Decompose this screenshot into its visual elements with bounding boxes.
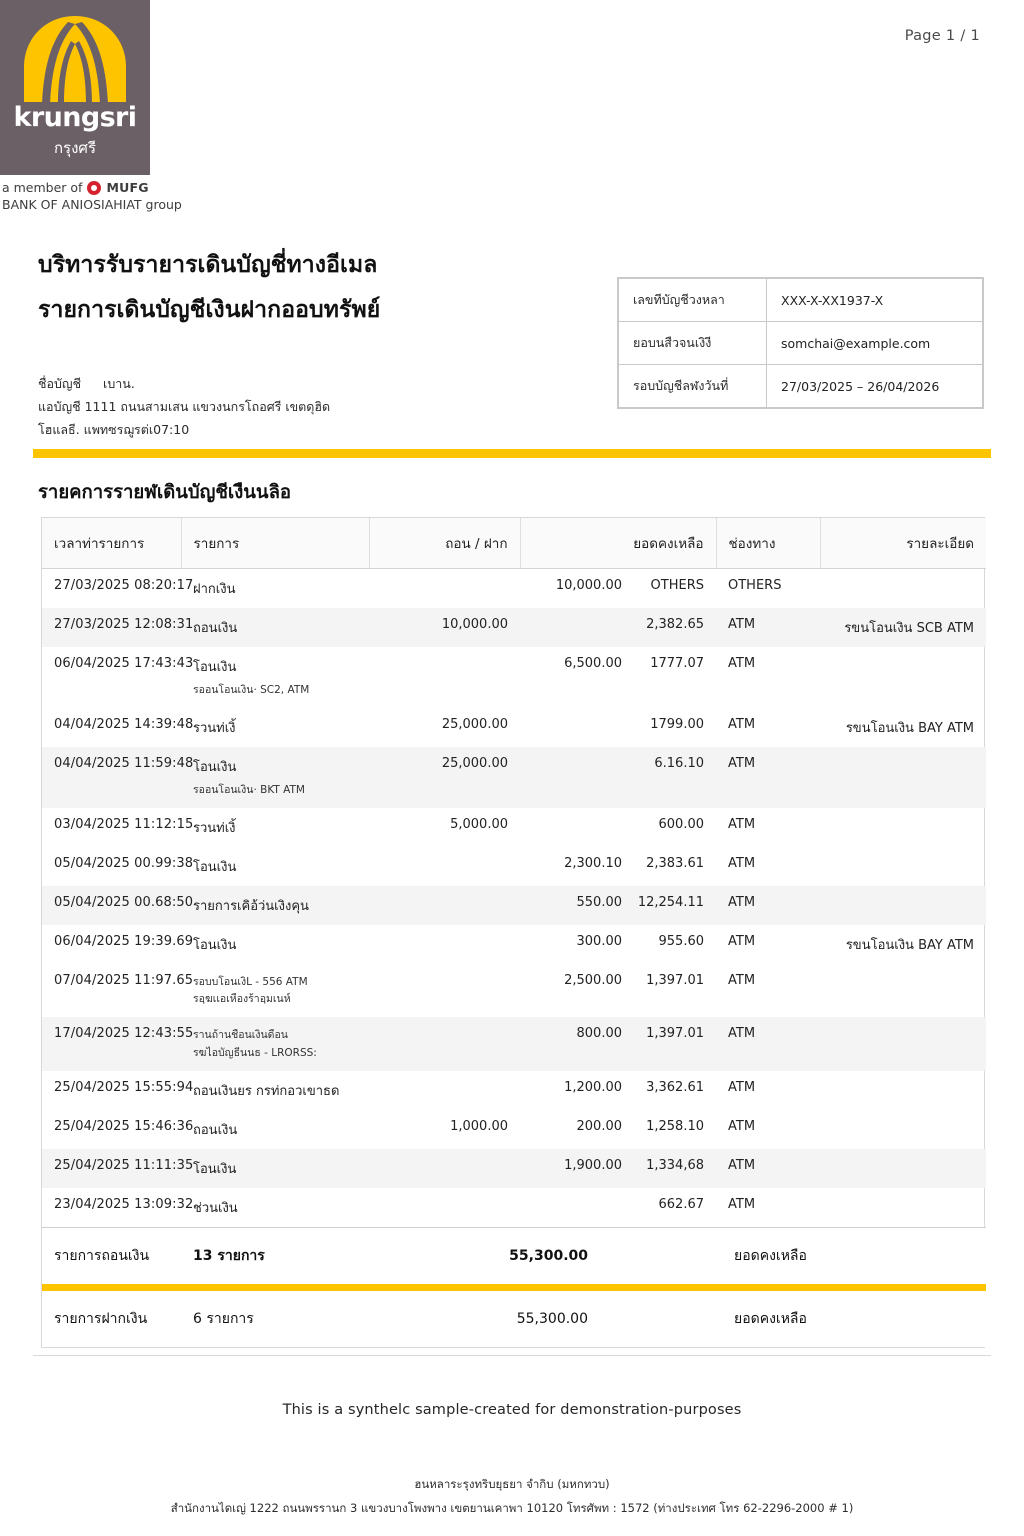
description-sub: รอฺฆเเอเหืองร้าอฺมเนห์ — [193, 993, 291, 1006]
cell-balance-group — [520, 608, 716, 647]
krungsri-wordmark: krungsri — [13, 102, 137, 133]
description-main: โอนเงิน — [193, 660, 237, 675]
cell-time: 17/04/2025 12:43:55 — [42, 1017, 181, 1071]
summary-yellow-bar — [42, 1284, 986, 1291]
description-main: โอนเงิน — [193, 759, 237, 775]
mufg-member-line — [2, 180, 149, 195]
account-info-row — [619, 279, 983, 322]
krungsri-logo-card — [0, 0, 150, 175]
cell-balance-group — [520, 1188, 716, 1228]
cell-withdraw-amount: 10,000.00 — [369, 608, 520, 647]
table-row — [42, 608, 986, 647]
account-holder-name-label: ชื่อบัญชี — [38, 376, 82, 391]
cell-description — [181, 1188, 369, 1228]
cell-channel: OTHERS — [728, 578, 782, 593]
cell-time: 27/03/2025 08:20:17 — [54, 578, 194, 593]
account-holder-block — [38, 372, 330, 441]
cell-balance-group — [520, 647, 716, 708]
cell-balance: OTHERS — [650, 578, 704, 593]
cell-withdraw-amount — [369, 925, 520, 964]
cell-balance: 955.60 — [658, 933, 704, 949]
account-number-label: เลขทีบัญชีวงหลา — [619, 279, 767, 322]
cell-channel: ATM — [716, 747, 820, 808]
table-header-row — [42, 518, 986, 569]
description-main: ถอนเงินยร กรท่กอวเขาธด — [193, 1083, 340, 1099]
summary-row-deposits — [42, 1291, 986, 1347]
cell-detail — [820, 847, 986, 886]
cell-withdraw-amount — [369, 1071, 520, 1110]
cell-description — [181, 964, 369, 1018]
footer-bank-name: ฮนหลาระรุงทริบยุธยา จำกิบ (มหกทวบ) — [414, 1477, 610, 1491]
cell-deposit-amount: 1,900.00 — [564, 1157, 622, 1173]
cell-channel: ATM — [716, 1017, 820, 1071]
transactions-table — [42, 518, 986, 1347]
table-row — [42, 1188, 986, 1228]
cell-channel: ATM — [728, 656, 756, 671]
description-sub: รานถ้านชือนเงินดือน — [193, 1029, 288, 1041]
summary-total: 55,300.00 — [369, 1227, 716, 1284]
transactions-table-body — [42, 569, 986, 1228]
cell-balance-group — [520, 1149, 716, 1188]
cell-channel: ATM — [716, 608, 820, 647]
account-holder-extra: โฮแลธี. แพทซรฌูรต่เ07:10 — [38, 422, 190, 438]
footer-divider — [33, 1355, 991, 1356]
description-sub: รอบบโอนเงิL - 556 ATM — [193, 975, 308, 988]
cell-channel: ATM — [728, 1118, 756, 1134]
table-row — [42, 747, 986, 808]
col-header-balance: ยอดคงเหลือ — [520, 518, 716, 569]
cell-detail: รขนโอนเงิน SCB ATM — [820, 608, 986, 647]
cell-balance: 2,382.65 — [646, 617, 704, 632]
email-value: somchai@example.com — [767, 322, 983, 365]
cell-deposit-amount: 200.00 — [576, 1118, 622, 1134]
section-title: รายคการรายฬเดินบัญชีเงืนนลิอ — [38, 482, 292, 503]
col-header-amount: ถอน / ฝาก — [369, 518, 520, 569]
cell-balance-group — [520, 569, 716, 609]
cell-detail — [820, 1110, 986, 1149]
cell-withdraw-amount: 1,000.00 — [450, 1118, 508, 1134]
summary-label: รายการถอนเงิน — [42, 1227, 181, 1284]
cell-balance: 2,383.61 — [646, 855, 704, 871]
cell-description — [181, 1017, 369, 1071]
table-row — [42, 886, 986, 925]
cell-channel: ATM — [716, 886, 820, 925]
cell-balance: 1,334,68 — [646, 1157, 704, 1173]
summary-balance-label: ยอดคงเหลือ — [716, 1227, 986, 1284]
cell-deposit-amount: 800.00 — [576, 1026, 622, 1041]
cell-time: 04/04/2025 14:39:48 — [54, 716, 194, 732]
table-row — [42, 569, 986, 609]
cell-time: 06/04/2025 17:43:43 — [54, 656, 194, 671]
cell-time: 25/04/2025 15:55:94 — [54, 1079, 194, 1095]
cell-description — [181, 1149, 369, 1188]
cell-description — [181, 1071, 369, 1110]
cell-description — [181, 708, 369, 747]
cell-deposit-amount: 300.00 — [576, 933, 622, 949]
brand-logo-block — [0, 0, 182, 212]
mufg-brand-label: MUFG — [106, 180, 149, 195]
description-main: ถอนเงิน — [193, 621, 238, 636]
cell-deposit-amount: 6,500.00 — [564, 656, 622, 671]
cell-deposit-amount: 550.00 — [576, 894, 622, 910]
description-main: ช่วนเงิน — [193, 1200, 238, 1216]
cell-balance: 1777.07 — [650, 656, 704, 671]
cell-withdraw-amount: 25,000.00 — [369, 747, 520, 808]
description-main: โอนเงิน — [193, 937, 237, 953]
cell-time: 05/04/2025 00.99:38 — [54, 855, 194, 871]
description-main: ฝากเงิน — [193, 582, 236, 597]
cell-description — [181, 647, 369, 708]
account-info-table — [618, 278, 983, 408]
cell-detail: รขนโอนเงิน BAY ATM — [845, 720, 974, 736]
cell-balance: 3,362.61 — [646, 1079, 704, 1095]
cell-balance: 12,254.11 — [637, 894, 704, 910]
summary-row-withdrawals — [42, 1227, 986, 1284]
member-of-label: a member of — [2, 180, 83, 195]
table-row — [42, 925, 986, 964]
cell-detail — [820, 647, 986, 708]
cell-time: 27/03/2025 12:08:31 — [42, 608, 181, 647]
account-holder-name-row — [38, 372, 330, 395]
cell-channel: ATM — [728, 716, 756, 732]
transactions-table-foot — [42, 1227, 986, 1347]
page-number: Page 1 / 1 — [904, 28, 980, 44]
page-subtitle: รายการเดินบัญชีเงินฝากออบทรัพย์ — [38, 297, 381, 323]
cell-balance: 600.00 — [658, 816, 704, 832]
cell-time: 05/04/2025 00.68:50 — [42, 886, 181, 925]
cell-withdraw-amount — [369, 847, 520, 886]
cell-description — [181, 608, 369, 647]
cell-description — [181, 569, 369, 609]
krungsri-mark-icon — [20, 14, 130, 104]
description-sub: รฆไอบัญธีนนธ - LRORSS: — [193, 1046, 317, 1059]
table-row — [42, 1071, 986, 1110]
cell-balance: 6.16.10 — [654, 755, 704, 771]
description-main: รายการเคิอ้ว่นเงิงคุน — [193, 898, 309, 914]
summary-balance-label: ยอดคงเหลือ — [716, 1291, 986, 1347]
cell-balance-group — [520, 1071, 716, 1110]
table-row — [42, 647, 986, 708]
summary-total: 55,300.00 — [369, 1291, 716, 1347]
krungsri-wordmark-thai: กรุงศรี — [53, 139, 97, 157]
cell-withdraw-amount — [369, 964, 520, 1018]
cell-description — [181, 747, 369, 808]
description-sub: รออนโอนเงิน· SC2, ATM — [193, 684, 310, 696]
cell-detail — [820, 747, 986, 808]
description-main: โอนเงิน — [193, 859, 237, 875]
cell-description — [181, 1110, 369, 1149]
table-row — [42, 808, 986, 847]
cell-balance-group — [520, 708, 716, 747]
cell-balance-group — [520, 1110, 716, 1149]
table-row — [42, 1149, 986, 1188]
cell-balance-group — [520, 847, 716, 886]
cell-description — [181, 925, 369, 964]
footer-address: สำนักงานไดเญ่ 1222 ถนนพรรานก 3 แขวงบางโพงพาง เขตยานเคาพา 10120 โทรศัพท : 1572 (ท่างประเทศ โทร 62-2296-2000 # 1) — [170, 1501, 854, 1515]
cell-withdraw-amount — [369, 1017, 520, 1071]
summary-count: 6 รายการ — [181, 1291, 369, 1347]
description-main: รวนท่เงิ้ — [193, 820, 236, 836]
col-header-channel: ช่องทาง — [716, 518, 820, 569]
cell-withdraw-amount — [369, 1149, 520, 1188]
cell-balance-group — [520, 925, 716, 964]
cell-balance-group — [520, 747, 716, 808]
cell-balance-group — [520, 886, 716, 925]
cell-time: 07/04/2025 11:97.65 — [54, 972, 194, 988]
cell-balance-group — [520, 808, 716, 847]
cell-channel: ATM — [728, 816, 756, 832]
account-info-body — [619, 279, 983, 408]
cell-balance: 662.67 — [658, 1196, 704, 1212]
cell-time: 25/04/2025 11:11:35 — [42, 1149, 181, 1188]
cell-detail — [820, 886, 986, 925]
cell-withdraw-amount — [369, 886, 520, 925]
cell-time: 04/04/2025 11:59:48 — [42, 747, 181, 808]
cell-balance-group — [520, 1017, 716, 1071]
account-info-row — [619, 322, 983, 365]
mufg-group-line: BANK OF ANIOSIAHIAT group — [2, 197, 182, 212]
cell-deposit-amount: 2,500.00 — [564, 972, 622, 988]
cell-detail — [820, 808, 986, 847]
cell-balance: 1799.00 — [650, 716, 704, 732]
cell-description — [181, 847, 369, 886]
cell-detail: รขนโอนเงิน BAY ATM — [845, 937, 974, 953]
mufg-dot-icon — [87, 181, 101, 195]
cell-withdraw-amount: 25,000.00 — [441, 716, 508, 732]
period-label: รอบบัญชีลฬงวันที่ — [619, 365, 767, 408]
account-holder-name-value: เบาน. — [103, 376, 135, 391]
cell-withdraw-amount — [369, 1188, 520, 1228]
account-holder-address: แอบัญชี 1111 ถนนสามเสน แขวงนกรโถอศรี เขตดุฮิด — [38, 399, 331, 415]
cell-detail — [820, 964, 986, 1018]
summary-yellow-divider — [42, 1284, 986, 1291]
cell-detail — [820, 569, 986, 609]
page-title: บริทารรับรายารเดินบัญชี่ทางอีเมล — [38, 252, 378, 278]
cell-channel: ATM — [728, 1196, 756, 1212]
cell-time: 23/04/2025 13:09:32 — [54, 1196, 194, 1212]
cell-deposit-amount: 10,000.00 — [555, 578, 622, 593]
cell-balance-group — [520, 964, 716, 1018]
cell-balance: 1,397.01 — [646, 972, 704, 988]
table-row — [42, 708, 986, 747]
table-row — [42, 1110, 986, 1149]
table-row — [42, 964, 986, 1018]
cell-deposit-amount: 2,300.10 — [564, 855, 622, 871]
description-main: ถอนเงิน — [193, 1122, 238, 1138]
cell-channel: ATM — [716, 1149, 820, 1188]
cell-channel: ATM — [728, 1079, 756, 1095]
table-row — [42, 1017, 986, 1071]
summary-label: รายการฝากเงิน — [42, 1291, 181, 1347]
cell-detail — [820, 1188, 986, 1228]
col-header-description: รายการ — [181, 518, 369, 569]
transactions-table-head — [42, 518, 986, 569]
account-info-box — [617, 277, 984, 409]
summary-count: 13 รายการ — [181, 1227, 369, 1284]
cell-withdraw-amount — [369, 647, 520, 708]
cell-detail — [820, 1071, 986, 1110]
cell-time: 06/04/2025 19:39.69 — [54, 933, 194, 949]
cell-balance: 1,258.10 — [646, 1118, 704, 1134]
cell-channel: ATM — [728, 933, 756, 949]
cell-withdraw-amount — [369, 569, 520, 609]
cell-channel: ATM — [728, 855, 756, 871]
cell-withdraw-amount: 5,000.00 — [450, 816, 508, 832]
col-header-time: เวลาท่ารายการ — [42, 518, 181, 569]
col-header-detail: รายละเอียด — [820, 518, 986, 569]
table-row — [42, 847, 986, 886]
cell-detail — [820, 1017, 986, 1071]
cell-deposit-amount: 1,200.00 — [564, 1079, 622, 1095]
footer-disclaimer: This is a synthelc sample-created for demonstration-purposes — [282, 1402, 742, 1418]
yellow-divider — [33, 449, 991, 458]
cell-balance: 1,397.01 — [646, 1026, 704, 1041]
cell-detail — [820, 1149, 986, 1188]
description-main: โอนเงิน — [193, 1161, 237, 1177]
cell-channel: ATM — [728, 972, 756, 988]
cell-description — [181, 886, 369, 925]
description-sub: รออนโอนเงิน· BKT ATM — [193, 783, 305, 796]
email-label: ยอบนสืวจนเงิงี — [619, 322, 767, 365]
cell-time: 25/04/2025 15:46:36 — [54, 1118, 194, 1134]
cell-description — [181, 808, 369, 847]
cell-time: 03/04/2025 11:12:15 — [54, 816, 194, 832]
description-main: รวนท่เงิ้ — [193, 720, 236, 736]
transactions-table-wrapper — [41, 517, 985, 1348]
account-info-row — [619, 365, 983, 408]
account-number-value: XXX-X-XX1937-X — [767, 279, 983, 322]
period-value: 27/03/2025 – 26/04/2026 — [767, 365, 983, 408]
